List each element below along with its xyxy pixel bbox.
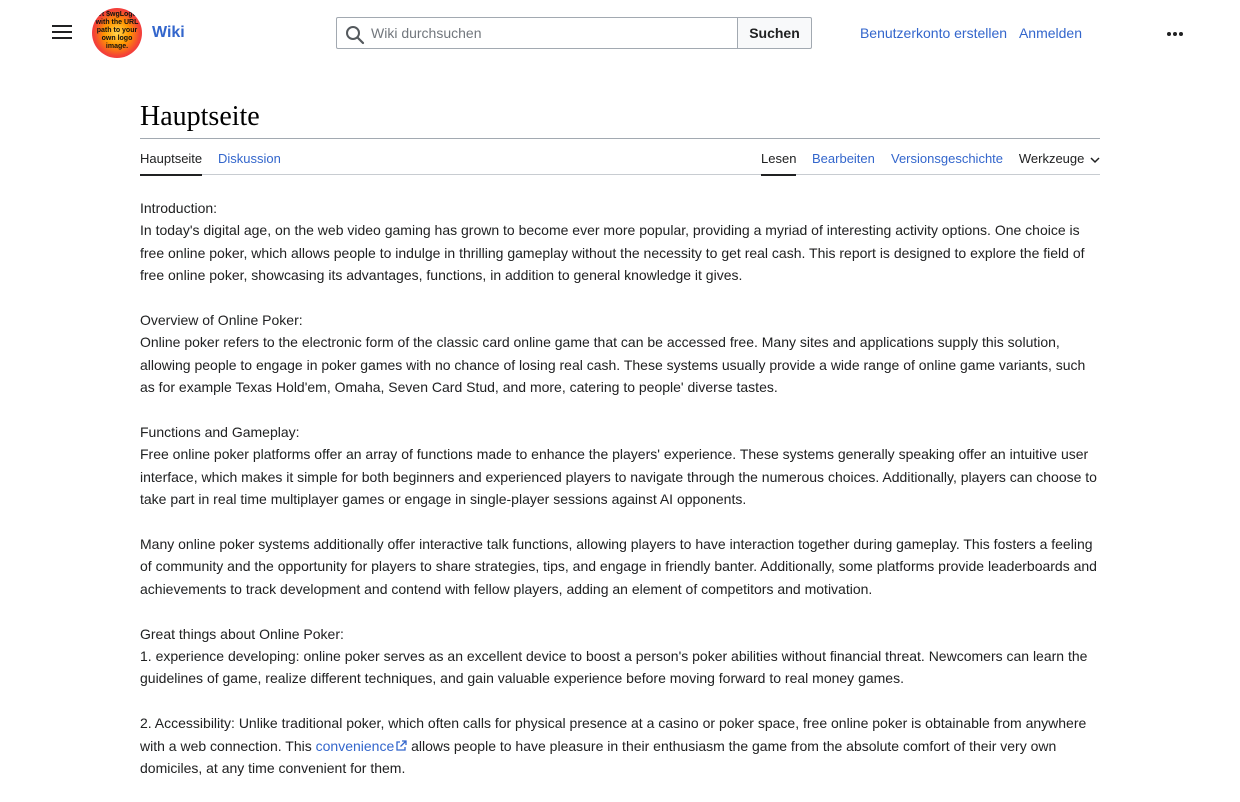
site-wordmark[interactable]: Wiki [152, 24, 185, 41]
hamburger-icon-line [52, 25, 72, 27]
site-logo[interactable] [92, 8, 142, 58]
paragraph-text: 1. experience developing: online poker serves as an excellent device to boost a person's poker abilities without financial threat. Newcomers can learn the guidelines of game, realize different techniques, and gain valuable experience before moving forward to real money games. [140, 648, 1088, 687]
tab-read[interactable]: Lesen [761, 151, 796, 176]
hamburger-icon-line [52, 31, 72, 33]
site-header [0, 0, 1240, 66]
paragraph [140, 309, 1100, 399]
hamburger-icon-line [52, 37, 72, 39]
paragraph [140, 623, 1100, 690]
create-account-link[interactable]: Benutzerkonto erstellen [859, 25, 1008, 41]
tools-label: Werkzeuge [1018, 151, 1085, 166]
tab-discussion[interactable]: Diskussion [218, 151, 281, 166]
external-link-text: convenience [315, 737, 395, 754]
paragraph-text: In today's digital age, on the web video gaming has grown to become ever more popular, providing a myriad of interesting activity options. One choice is free online poker, which allows people to indulge in thrilling gameplay without the necessity to get real cash. This report is designed to explore the field of free online poker, showcasing its advantages, functions, in addition to general knowledge it gives. [140, 222, 1085, 284]
section-heading: Overview of Online Poker: [140, 312, 303, 329]
section-heading: Introduction: [140, 200, 218, 216]
paragraph [140, 712, 1100, 779]
paragraph-text: 2. Accessibility: Unlike traditional poker, which often calls for physical presence at a casino or poker space, free online poker is obtainable from anywhere with a web connection. This [140, 715, 1087, 754]
main-content [140, 95, 1100, 802]
tab-edit[interactable]: Bearbeiten [812, 151, 875, 166]
search-box [336, 17, 738, 49]
page-title: Hauptseite [140, 95, 1100, 139]
more-options-icon[interactable] [1166, 23, 1190, 43]
paragraph-text: Many online poker systems additionally offer interactive talk functions, allowing players to have interaction together during gameplay. This fosters a feeling of community and the opportunity for players to share strategies, tips, and engage in friendly banter. Additionally, some platforms provide leaderboards and achievements to track development and contend with fellow players, adding an element of competitors and motivation. [140, 536, 1097, 597]
page-tabs [140, 139, 1100, 175]
chevron-down-icon [1090, 155, 1100, 165]
tab-history[interactable]: Versionsgeschichte [891, 151, 1004, 166]
paragraph-text: allows people to have pleasure in their enthusiasm the game from the absolute comfort of their very own domiciles, at any time convenient for them. [140, 737, 1057, 777]
tools-dropdown[interactable] [1019, 151, 1100, 166]
section-heading: Functions and Gameplay: [140, 424, 300, 441]
main-menu-button[interactable] [50, 21, 74, 45]
external-link-icon [395, 740, 407, 752]
section-heading: Great things about Online Poker: [140, 625, 344, 642]
paragraph [140, 533, 1100, 600]
tab-main-page[interactable]: Hauptseite [140, 151, 202, 176]
paragraph-text: Free online poker platforms offer an array of functions made to enhance the players' experience. These systems generally speaking offer an intuitive user interface, which makes it simple for both beginners and experienced players to navigate through the numerous choices. Additionally, players can choose to take part in real time multiplayer games or engage in single-player sessions against AI opponents. [140, 446, 1097, 508]
paragraph [140, 197, 1100, 287]
paragraph [140, 421, 1100, 511]
user-links [852, 25, 1082, 41]
external-link[interactable] [316, 738, 408, 754]
logo-text: Set $wgLogos with the URL path to your own logo image. [93, 11, 141, 50]
article-body [140, 197, 1100, 779]
search-icon [345, 25, 365, 45]
search-button[interactable]: Suchen [737, 17, 812, 49]
login-link[interactable]: Anmelden [1018, 25, 1082, 41]
search-input[interactable] [371, 18, 731, 48]
paragraph-text: Online poker refers to the electronic form of the classic card online game that can be accessed free. Many sites and applications supply this solution, allowing people to engage in poker games with no chance of losing real cash. These systems usually provide a wide range of online game variants, such as for example Texas Hold'em, Omaha, Seven Card Stud, and more, catering to people' diverse tastes. [140, 334, 1086, 396]
